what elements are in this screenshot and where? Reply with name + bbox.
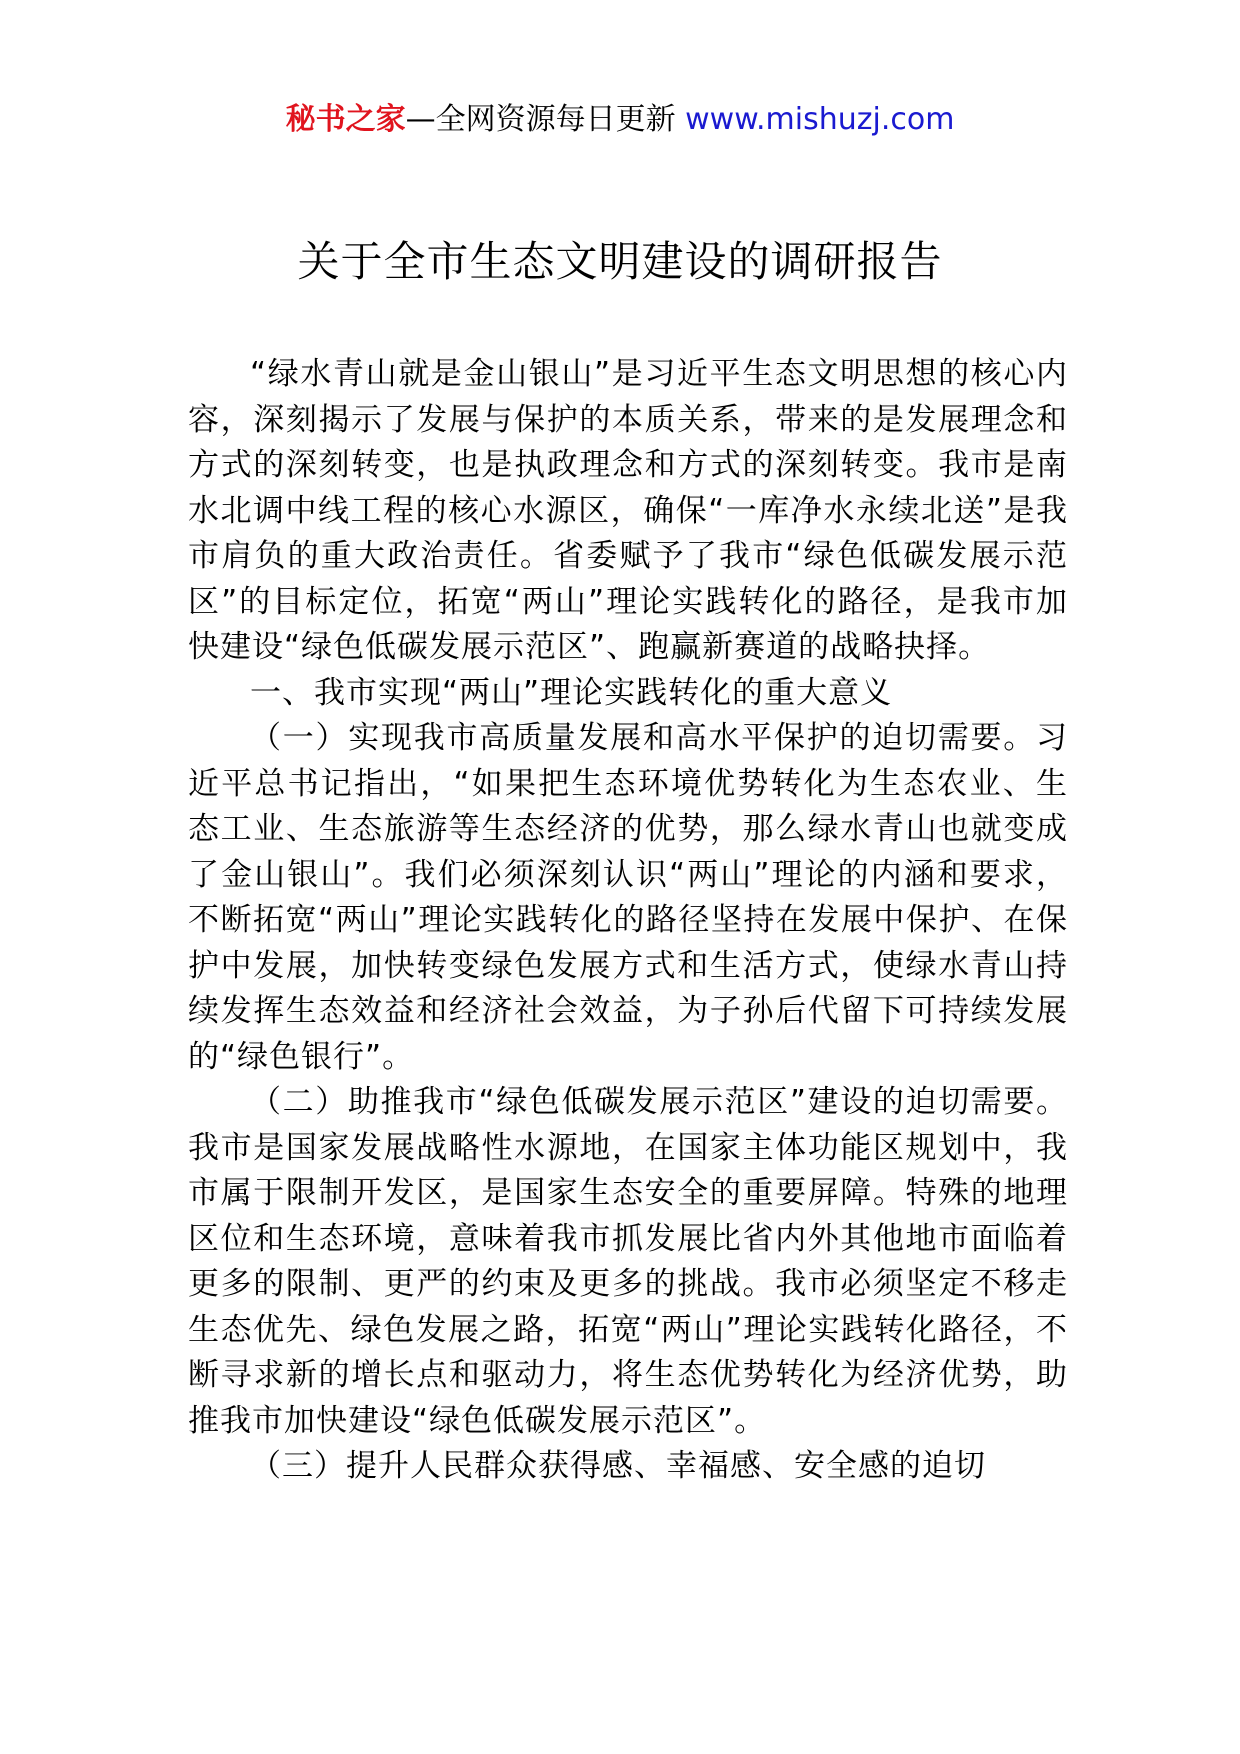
section-heading-1: 一、我市实现“两山”理论实践转化的重大意义 bbox=[250, 674, 893, 711]
subsection-1-paragraph: （一）实现我市高质量发展和高水平保护的迫切需要。习近平总书记指出，“如果把生态环境优势转化为生态农业、生态工业、生态旅游等生态经济的优势，那么绿水青山也就变成了金山银山”。我们必须深刻认识“两山”理论的内涵和要求，不断拓宽“两山”理论实践转化的路径坚持在发展中保护、在保护中发展，加快转变绿色发展方式和生活方式，使绿水青山持续发挥生态效益和经济社会效益，为子孙后代留下可持续发展的“绿色银行”。 bbox=[188, 720, 1068, 1075]
subsection-3-paragraph: （三）提升人民群众获得感、幸福感、安全感的迫切 bbox=[250, 1448, 986, 1484]
site-header bbox=[0, 100, 1240, 140]
intro-paragraph: “绿水青山就是金山银山”是习近平生态文明思想的核心内容，深刻揭示了发展与保护的本质关系，带来的是发展理念和方式的深刻转变，也是执政理念和方式的深刻转变。我市是南水北调中线工程的核心水源区，确保“一库净水永续北送”是我市肩负的重大政治责任。省委赋予了我市“绿色低碳发展示范区”的目标定位，拓宽“两山”理论实践转化的路径，是我市加快建设“绿色低碳发展示范区”、跑赢新赛道的战略抉择。 bbox=[188, 356, 1068, 665]
document-body bbox=[188, 352, 1068, 1490]
site-url[interactable]: www.mishuzj.com bbox=[685, 102, 955, 137]
subsection-2-paragraph: （二）助推我市“绿色低碳发展示范区”建设的迫切需要。我市是国家发展战略性水源地，在国家主体功能区规划中，我市属于限制开发区，是国家生态安全的重要屏障。特殊的地理区位和生态环境，意味着我市抓发展比省内外其他地市面临着更多的限制、更严的约束及更多的挑战。我市必须坚定不移走生态优先、绿色发展之路，拓宽“两山”理论实践转化路径，不断寻求新的增长点和驱动力，将生态优势转化为经济优势，助推我市加快建设“绿色低碳发展示范区”。 bbox=[188, 1084, 1068, 1439]
document-title: 关于全市生态文明建设的调研报告 bbox=[297, 237, 943, 286]
brand-name: 秘书之家 bbox=[285, 102, 406, 137]
header-slogan: —全网资源每日更新 bbox=[405, 102, 686, 137]
